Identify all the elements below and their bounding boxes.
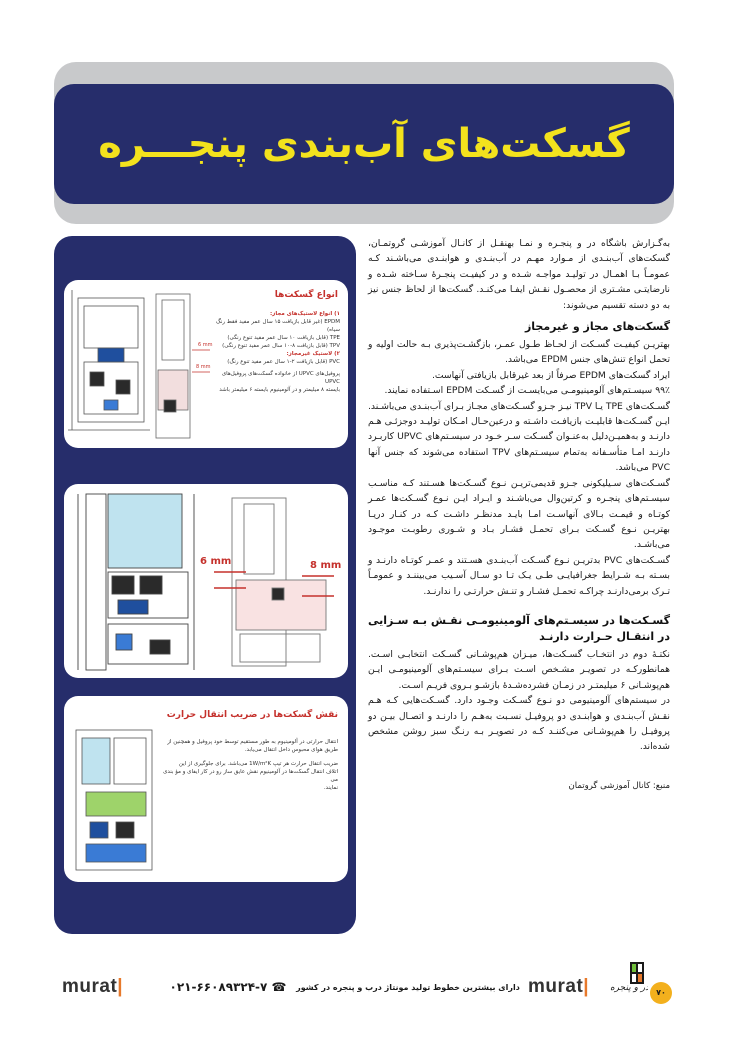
gasket-overlap-card [64,484,348,678]
body-paragraph: گسـکت‌های سـیلیکونی جـزو قدیمی‌تریـن نـوع گسـکت‌ها هسـتند کـه مناسـب سیسـتم‌های پنجـره و کرتین‌وال می‌باشـند و ایـراد ایـن نـوع گسـکت‌ها عمـر کوتـاه و قیمـت بـالای آنهاسـت امـا بایـد مدنظـر داشـت کـه در کنـار دریـا بهتریـن نـوع گسـکت بـرای تحمـل فشـار بـاد و شـوری رطوبـت موجـود می‌باشـد. [368,477,670,551]
card-note: نمایند. [323,785,338,791]
body-paragraph: ۹۹٪ سیسـتم‌های آلومینیومـی می‌بایسـت از گسـکت EPDM اسـتفاده نمایند. [384,385,670,397]
card-notes [162,738,338,792]
thermal-transfer-card [64,696,348,882]
phone-icon: ☎ [271,980,287,994]
svg-text:در و پنجره: در و پنجره [610,983,648,993]
card-note: TPV (قابل بازیافت ۸-۱۰ سال عمر مفید تنوع رنگی) [222,343,340,349]
intro-paragraph: به‌گـزارش باشگاه در و پنجـره و نمـا بهنقـل از کانـال آموزشـی گروتمـان، گسکت‌های آب‌بنـدی از مـوارد مهـم در آب‌بنـدی و هوابنـدی می‌باشـند کـه عمومـاً بـا اهمـال در تولیـد مواجـه شـده و در کیفیـت پنجـرهٔ سـاخته شـده و نارضایتـی مشـتری از محصـول نقـش ایفـا می‌کنـد. گسکت‌ها از لحاظ جنس نیز به دو دسته تقسیم می‌شوند: [368,238,670,311]
gasket-types-card [64,280,348,448]
murat-logo-left: murat| [62,976,124,997]
body-paragraph: نکتـهٔ دوم در انتخـاب گسـکت‌ها، میـزان هم‌پوشـانی گسـکت انتخابـی اسـت. همانطورکـه در تصویـر مشـخص اسـت بـرای سیسـتم‌های آلومینیومـی ایـن هم‌پوشـانی ۶ میلیمتـر در زمـان فشرده‌شـدهٔ بازشـو بـروی فریـم اسـت. [368,648,670,691]
magazine-logo [608,960,648,1000]
card-note: اتلاف انتقال گسکت‌ها در آلومینیوم نقش عایق ساز رو در کار ایفای و مؤ بندی می [163,769,338,783]
dimension-label: 6 mm [198,342,213,348]
body-paragraph: در سیستم‌های آلومینیومی دو نـوع گسـکت وجـود دارد. گسـکت‌هایی کـه هـم نقـش آب‌بنـدی و هوابنـدی دو پروفیـل نسـبت به‌هـم را دارنـد و اتصـال بیـن دو پروفیـل را هم‌پوشـانی می‌کننـد کـه در تصویـر بـه رنـگ سبز روشن مشخص شده‌اند. [368,695,670,753]
card-note: ۲) لاستیک غیرمجاز: [286,351,340,357]
page-number: ۷۰ [650,982,672,1004]
murat-logo-right: murat| [528,976,590,997]
body-paragraph: گسـکت‌های PVC بدتریـن نـوع گسـکت آب‌بنـدی هسـتند و عمـر کوتـاه دارنـد و بسـته بـه شـرایط جغرافیایـی طـی یـک تـا دو سـال آسـیب می‌بیننـد و عمومـاً تـرک برمی‌دارنـد چراکـه تحمـل فشـار و تنـش حرارتـی را ندارنـد. [368,554,670,597]
card-note: EPDM (غیر قابل بازیافت ۱۵ سال عمر مفید فقط رنگ سیاه) [215,319,340,333]
section-heading: گسکت‌های مجاز و غیرمجاز [524,320,670,334]
card-title: نقش گسکت‌ها در ضریب انتقال حرارت [166,710,338,720]
card-note: ضریب انتقال حرارت هر تیپ 1W/m²K می‌باشد. برای جلوگیری از این [178,761,338,767]
card-note: PVC (قابل بازیافت ۲-۱ سال عمر مفید تنوع رنگ) [227,359,340,365]
dimension-label: 8 mm [196,364,211,370]
source-credit: منبع: کانال آموزشی گروتمان [568,780,670,791]
card-note: ۱) انواع لاستیک‌های مجاز: [269,311,340,317]
card-note: انتقال حرارتی در آلومینیوم به طور مستقیم توسط خود پروفیل و همچنین از [167,739,338,745]
body-paragraph: بهتریـن کیفیـت گسـکت از لحـاظ طـول عمـر، بازگشـت‌پذیری بـه حالت اولیه و تحمل انواع تنش‌های جنس EPDM می‌باشد. [368,339,670,366]
dimension-8mm-label: 8 mm [310,560,342,571]
window-logo-icon [608,960,648,1000]
card-note: بایسته ۸ میلیمتر و در آلومینیوم بایسته ۶ میلیمتر باشد [219,387,340,393]
dimension-6mm-label: 6 mm [200,556,232,567]
card-note: پروفیل‌های UPVC از خانواده گسکت‌های پروفیل‌های UPVC [221,371,340,385]
body-paragraph: گسـکت‌های TPE یـا TPV نیـز جـزو گسـکت‌های مجـاز بـرای آب‌بنـدی می‌باشـند. ایـن گسـکت‌ها قابلیـت بازیافـت داشـته و درعین‌حـال امـکان تولیـد دوجزئـی هـم دارنـد و به‌همیـن‌دلیل به‌عنـوان گسـکت سـر خـود در سیسـتم‌های UPVC کاربـرد دارنـد امـا متأسـفانه به‌تمام سیسـتم‌های TPV استفاده می‌شوند که جنس آنها PVC می‌باشد. [368,400,670,474]
card-note: طریق هوای محبوس داخل انتقال می‌یابد. [244,747,338,753]
footer-tagline: دارای بیشترین خطوط تولید مونتاژ درب و پنجره در کشور [296,983,520,992]
overlap-technical-drawing [64,484,348,678]
phone-number: ☎ ۰۲۱-۶۶۰۸۹۳۲۴-۷ [169,980,287,994]
article-body [368,236,670,794]
section-heading: گسـکت‌ها در سیسـتم‌های آلومینیومـی نقـش بـه سـزایی در انتقـال حـرارت دارنـد [368,613,670,643]
card-title: انواع گسکت‌ها [274,290,338,300]
page-title: گسکت‌های آب‌بندی پنجـــره [98,121,630,167]
card-note: TPE (قابل بازیافت ۱۰ سال عمر مفید تنوع رنگی) [227,335,340,341]
card-notes [210,310,340,394]
body-paragraph: ایراد گسکت‌های EPDM صرفاً از بعد غیرقابل بازیافتی آنهاست. [431,369,670,381]
